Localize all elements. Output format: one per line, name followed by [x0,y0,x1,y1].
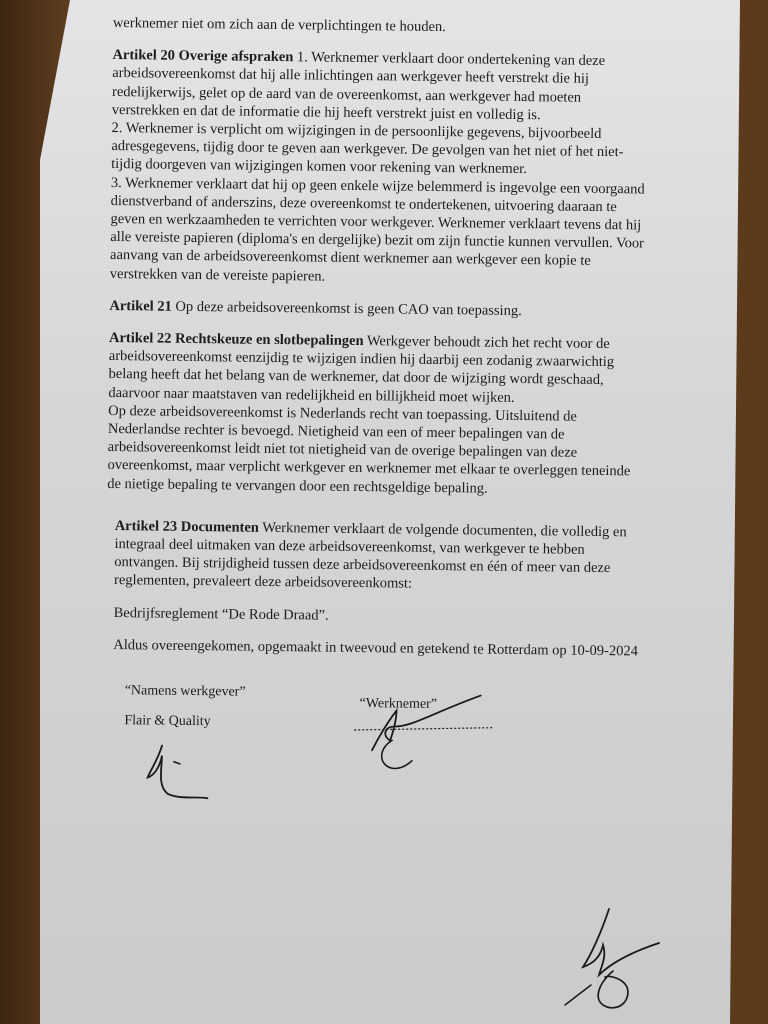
article-22-paragraph-1 [108,329,644,408]
article-20-paragraph-1 [112,46,648,125]
contract-page [101,14,648,989]
closing-statement: Aldus overeengekomen, opgemaakt in tweevoud en getekend te Rotterdam op 10-09-2024 [113,636,639,660]
employer-signature [143,738,224,809]
article-20-clause-3: 3. Werknemer verklaart dat hij op geen enkele wijze belemmerd is ingevolge een voorgaand dienstverband of anderszins, deze overeenkomst te ondertekenen, uitvoering daaraan te geven en werkzaamheden te verrichten voor werkgever. Werknemer verklaart tevens dat hij alle vereiste papieren (diploma's en dergelijke) bezit om zijn functie kunnen vervullen. Voor aanvang van de arbeidsovereenkomst dient werknemer aan werkgever een kopie te verstrekken van de vereiste papieren. [109,174,645,285]
article-22-heading: Artikel 22 Rechtskeuze en slotbepalingen [108,330,364,350]
article-20-clause-2: 2. Werknemer is verplicht om wijzigingen in de persoonlijke gegevens, bijvoorbeeld adresgegevens, tijdig door te geven aan werkgever. De gevolgen van het niet of het niet-tijdig doorgeven van wijzigingen komen voor rekening van werknemer. [111,120,624,178]
employee-signature [352,690,503,777]
article-23-heading: Artikel 23 Documenten [114,517,260,536]
article-21-text: Op deze arbeidsovereenkomst is geen CAO van toepassing. [171,298,522,319]
employer-label: “Namens werkgever” [124,683,246,700]
article-23-text: Werknemer verklaart de volgende documenten, die volledig en integraal deel uitmaken van deze arbeidsovereenkomst, van werkgever te hebben ontvangen. Bij strijdigheid tussen deze arbeidsovereenkomst en één of meer van deze reglementen, prevaleert deze arbeidsovereenkomst: [113,519,627,593]
employer-company: Flair & Quality [124,713,211,730]
article-22-text-2: Op deze arbeidsovereenkomst is Nederlands recht van toepassing. Uitsluitend de Nederlandse rechter is bevoegd. Nietigheid van een of meer bepalingen van de arbeidsovereenkomst leidt niet tot nietigheid van de overige bepalingen van deze overeenkomst, maar verplicht werkgever en werknemer met elkaar te overleggen teneinde de nietige bepaling te vervangen door een rechtsgeldige bepaling. [107,402,631,497]
article-22-text-1: Werkgever behoudt zich het recht voor de arbeidsovereenkomst eenzijdig te wijzigen indien hij daarbij een zodanig zwaarwichtig belang heeft dat het belang van de werknemer, dat door de wijziging wordt geschaad, daarvoor naar maatstaven van redelijkheid en billijkheid moet wijken. [108,333,615,406]
intro-line: werknemer niet om zich aan de verplichtingen te houden. [112,14,446,36]
regulation-item: Bedrijfsreglement “De Rode Draad”. [113,604,329,624]
article-20-heading: Artikel 20 Overige afspraken [112,47,294,66]
article-21-heading: Artikel 21 [109,297,172,315]
initials-signature [555,905,675,1020]
article-20-clause-1: 1. Werknemer verklaart door ondertekening van deze arbeidsovereenkomst dat hij alle inlichtingen aan werkgever heeft verstrekt die hij redelijkerwijs, gelet op de aard van de overeenkomst, aan werkgever had moeten verstrekken en dat de informatie die hij heeft verstrekt juist en volledig is. [111,49,606,124]
article-23-paragraph-1 [114,517,642,596]
employee-label: “Werknemer” [359,696,438,713]
